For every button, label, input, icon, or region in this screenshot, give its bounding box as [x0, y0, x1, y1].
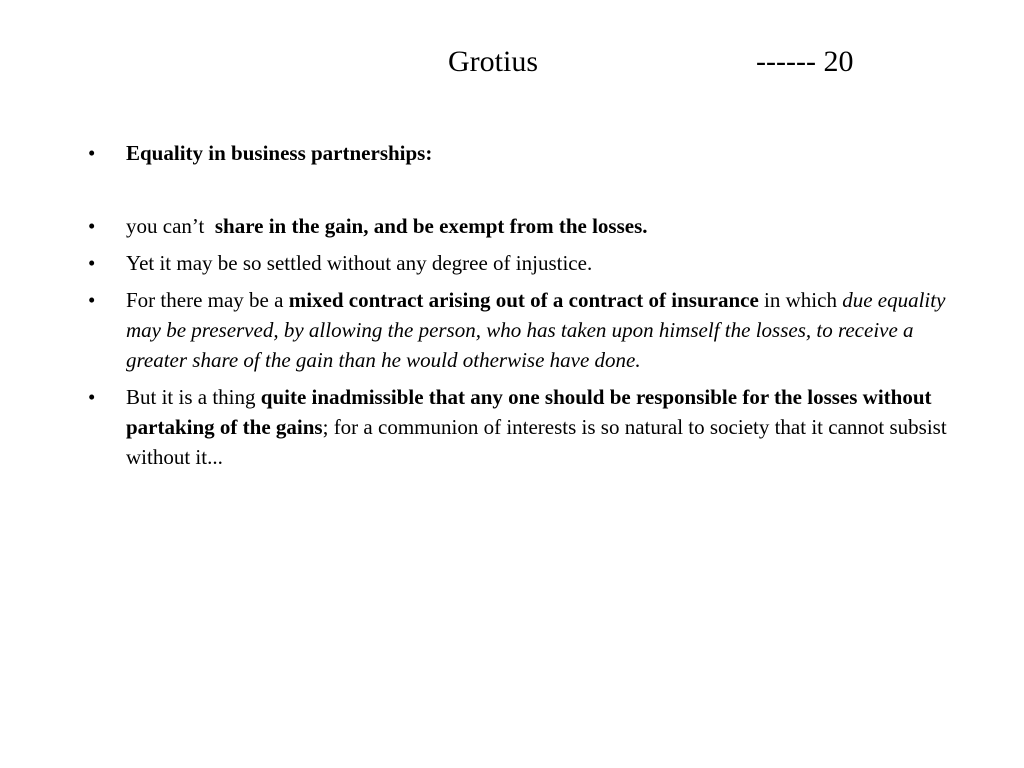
bullet-text: But it is a thing	[126, 385, 261, 409]
bullet-text-bold: quite inadmissible that any one should be responsible for the losses without partaking of the gains	[126, 385, 932, 439]
slide-number: ------ 20	[756, 45, 854, 78]
bullet-text: For there may be a	[126, 288, 289, 312]
bullet-item	[84, 248, 954, 278]
title-text: Grotius	[448, 45, 538, 78]
bullet-item	[84, 211, 954, 241]
bullet-text-bold: mixed contract arising out of a contract of insurance	[288, 288, 759, 312]
bullet-item	[84, 138, 954, 168]
bullet-item	[84, 285, 954, 375]
bullet-text: you can’t	[126, 214, 215, 238]
bullet-list	[84, 138, 954, 479]
bullet-text-italic: due equality may be preserved, by allowing the person, who has taken upon himself the losses, to receive a greater share of the gain than he would otherwise have done.	[126, 288, 946, 372]
bullet-item	[84, 382, 954, 472]
bullet-text: ; for a communion of interests is so natural to society that it cannot subsist without it...	[126, 415, 947, 469]
bullet-text: in which	[758, 288, 843, 312]
bullet-text: Yet it may be so settled without any degree of injustice.	[126, 251, 593, 275]
slide-title	[0, 42, 1024, 82]
bullet-text-bold: Equality in business partnerships:	[126, 141, 433, 165]
bullet-text-bold: share in the gain, and be exempt from the losses.	[214, 214, 648, 238]
